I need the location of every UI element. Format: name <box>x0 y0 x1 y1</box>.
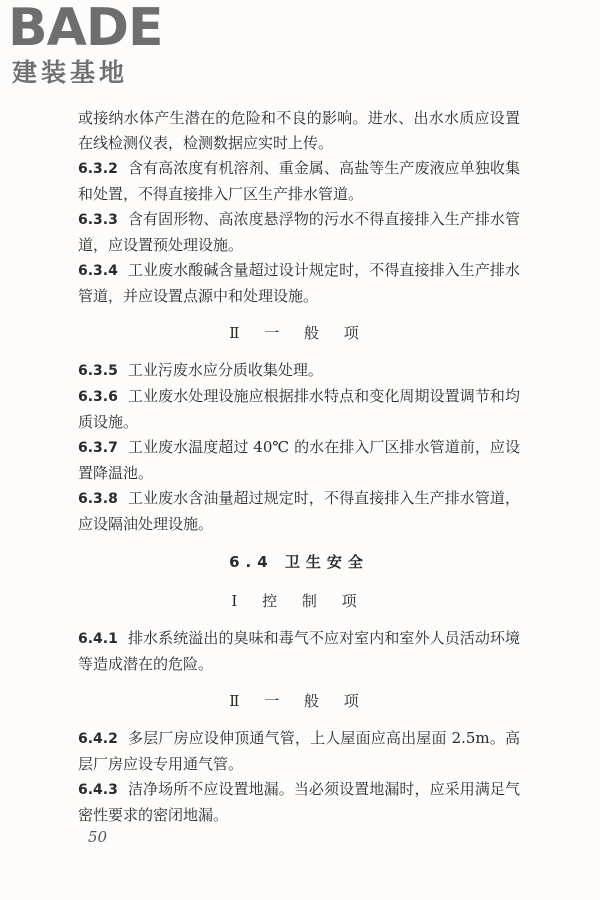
paragraphs-control <box>78 626 520 677</box>
clause-number: 6.4.1 <box>78 631 118 647</box>
paragraphs-general-1 <box>78 358 520 537</box>
clause-paragraph <box>78 777 520 828</box>
page-number: 50 <box>88 828 108 846</box>
clause-paragraph <box>78 626 520 677</box>
clause-number: 6.3.5 <box>78 363 118 379</box>
clause-paragraph <box>78 258 520 309</box>
clause-text: 含有高浓度有机溶剂、重金属、高盐等生产废液应单独收集和处置，不得直接排入厂区生产排水管道。 <box>78 159 520 203</box>
paragraphs-general-2 <box>78 726 520 828</box>
clause-number: 6.4.3 <box>78 782 118 798</box>
subheading-general-items: Ⅱ 一 般 项 <box>229 324 369 342</box>
clause-text: 或接纳水体产生潜在的危险和不良的影响。进水、出水水质应设置在线检测仪表，检测数据应实时上传。 <box>78 109 520 152</box>
clause-paragraph <box>78 726 520 777</box>
subheading-control-items: Ⅰ 控 制 项 <box>231 592 367 610</box>
clause-number: 6.4.2 <box>78 731 118 747</box>
clause-text: 多层厂房应设伸顶通气管，上人屋面应高出屋面 2.5m。高层厂房应设专用通气管。 <box>78 729 520 773</box>
bade-logo <box>8 2 178 94</box>
subheading-general-items-2: Ⅱ 一 般 项 <box>229 692 369 710</box>
clause-text: 排水系统溢出的臭味和毒气不应对室内和室外人员活动环境等造成潜在的危险。 <box>78 629 520 673</box>
clause-text: 工业废水含油量超过规定时，不得直接排入生产排水管道，应设隔油处理设施。 <box>78 489 520 533</box>
clause-paragraph <box>78 435 520 486</box>
clause-number: 6.3.2 <box>78 161 118 177</box>
clause-number: 6.3.7 <box>78 440 118 456</box>
clause-paragraph <box>78 156 520 207</box>
section-title: 6.4 卫生安全 <box>229 553 369 571</box>
clause-paragraph <box>78 384 520 435</box>
clause-text: 洁净场所不应设置地漏。当必须设置地漏时，应采用满足气密性要求的密闭地漏。 <box>78 780 520 824</box>
clause-number: 6.3.8 <box>78 491 118 507</box>
clause-number: 6.3.6 <box>78 389 118 405</box>
clause-text: 含有固形物、高浓度悬浮物的污水不得直接排入生产排水管道，应设置预处理设施。 <box>78 210 520 254</box>
clause-number: 6.3.3 <box>78 212 118 228</box>
clause-paragraph <box>78 486 520 537</box>
logo-brand: BADE <box>8 0 163 58</box>
clause-number: 6.3.4 <box>78 263 118 279</box>
clause-text: 工业废水温度超过 40℃ 的水在排入厂区排水管道前，应设置降温池。 <box>78 438 520 482</box>
paragraphs-before <box>78 106 520 309</box>
logo-subtitle: 建装基地 <box>12 58 129 87</box>
clause-paragraph <box>78 207 520 258</box>
page-content <box>78 106 520 828</box>
clause-text: 工业废水酸碱含量超过设计规定时，不得直接排入生产排水管道，并应设置点源中和处理设施。 <box>78 261 520 305</box>
clause-paragraph <box>78 106 520 156</box>
clause-text: 工业污废水应分质收集处理。 <box>127 361 323 379</box>
clause-paragraph <box>78 358 520 384</box>
clause-text: 工业废水处理设施应根据排水特点和变化周期设置调节和均质设施。 <box>78 387 520 431</box>
